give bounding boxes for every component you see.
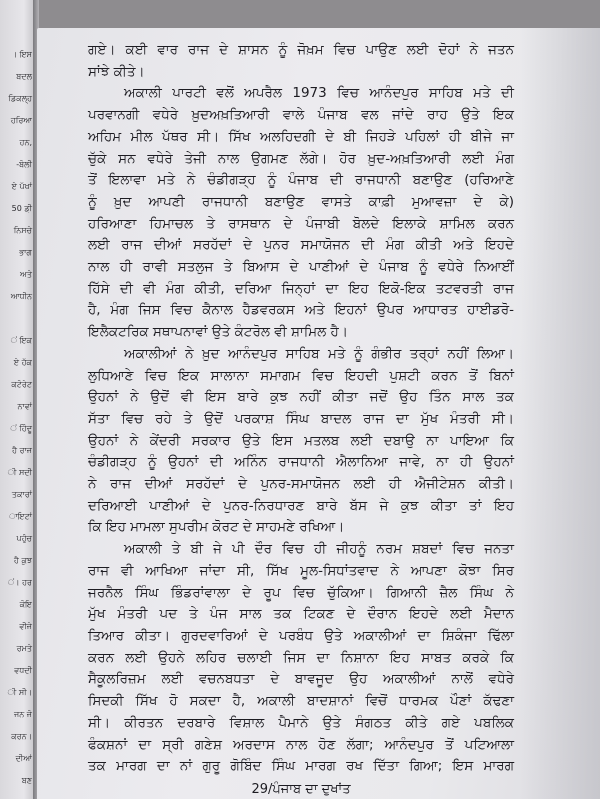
left-page-line-fragment (1, 308, 32, 330)
text-line: ਸੱਤਾ ਵਿਚ ਰਹੇ ਤੇ ਉਦੋਂ ਪਰਕਾਸ਼ ਸਿੰਘ ਬਾਦਲ ਰਾਜ ਦਾ ਮੁੱਖ ਮੰਤਰੀ ਸੀ। (88, 410, 514, 427)
text-line: ਅਕਾਲੀ ਤੇ ਬੀ ਜੇ ਪੀ ਦੌਰ ਵਿਚ ਹੀ ਜੀਹਨੂੰ ਨਰਮ ਸ਼ਬਦਾਂ ਵਿਚ ਜਨਤਾ (124, 541, 514, 558)
left-page-line-fragment: । ਇਸ (11, 50, 32, 59)
left-page-line-fragment: ਨਾਵਾਂ (17, 402, 32, 411)
text-line: ਤਕ ਮਾਰਗ ਦਾ ਨਾਂ ਗੁਰੂ ਗੋਬਿੰਦ ਸਿੰਘ ਮਾਰਗ ਰਖ ਦਿੱਤਾ ਗਿਆ; ਇਸ ਮਾਰਗ (88, 758, 514, 775)
left-page-line-fragment: ਂ। ਹਰ (7, 578, 32, 587)
text-line: ਅਹਿਮ ਮੀਲ ਪੱਥਰ ਸੀ। ਸਿੱਖ ਅਲਹਿਦਗੀ ਦੇ ਬੀ ਜਿਹੜੇ ਪਹਿਲਾਂ ਹੀ ਬੀਜੇ ਜਾ (88, 128, 514, 145)
left-page-line-fragment: ਬਦਲ (16, 72, 32, 81)
text-line: ਹਰਿਆਣਾ ਹਿਮਾਚਲ ਤੇ ਰਾਸਥਾਨ ਦੇ ਪੰਜਾਬੀ ਬੋਲਦੇ ਇਲਾਕੇ ਸ਼ਾਮਿਲ ਕਰਨ (88, 215, 514, 232)
text-line: ਅਕਾਲੀ ਪਾਰਟੀ ਵਲੋਂ ਅਪਰੈਲ 1973 ਵਿਚ ਆਨੰਦਪੁਰ ਸਾਹਿਬ ਮਤੇ ਦੀ (124, 85, 514, 102)
text-line: ਨੂੰ ਖ਼ੁਦ ਆਪਣੀ ਰਾਜਧਾਨੀ ਬਣਾਉਣ ਵਾਸਤੇ ਕਾਫ਼ੀ ਮੁਆਵਜ਼ਾ ਦੇ ਕੇ) (88, 193, 514, 210)
left-page-line-fragment: ਰਮਤੇ (16, 644, 32, 653)
left-page-line-fragment: ਡਿਕਲ੍ਹ (8, 94, 32, 103)
left-page-line-fragment: ਆਧੀਨ (10, 292, 32, 301)
text-line: ਪਰਵਾਨਗੀ ਵਧੇਰੇ ਖ਼ੁਦਅਖ਼ਤਿਆਰੀ ਵਾਲੇ ਪੰਜਾਬ ਵਲ ਜਾਂਦੇ ਰਾਹ ਉਤੇ ਇਕ (88, 107, 514, 124)
left-page-line-fragment: ਭਾਗ (19, 248, 32, 257)
text-line: ਮੁੱਖ ਮੰਤਰੀ ਪਦ ਤੇ ਪੰਜ ਸਾਲ ਤਕ ਟਿਕਣ ਦੇ ਦੌਰਾਨ ਇਹਦੇ ਲਈ ਮੈਦਾਨ (88, 606, 514, 623)
text-line: ਹੈ, ਮੰਗ ਜਿਸ ਵਿਚ ਕੈਨਾਲ ਹੈਡਵਰਕਸ ਅਤੇ ਇਹਨਾਂ ਉਪਰ ਆਧਾਰਤ ਹਾਈਡਰੋ- (88, 302, 514, 319)
left-page-line-fragment: ਨਿਸਚੇ (13, 226, 32, 235)
left-page-text (1, 44, 32, 792)
text-line: ਫੰਕਸ਼ਨਾਂ ਦਾ ਸ੍ਰੀ ਗਣੇਸ਼ ਅਰਦਾਸ ਨਾਲ ਹੋਣ ਲੱਗਾ; ਆਨੰਦਪੁਰ ਤੋਂ ਪਟਿਆਲਾ (88, 736, 514, 753)
text-line: ਸੈਕੂਲਰਿਜ਼ਮ ਲਈ ਵਚਨਬਧਤਾ ਦੇ ਬਾਵਜੂਦ ਉਹ ਅਕਾਲੀਆਂ ਨਾਲੋਂ ਵਧੇਰੇ (88, 671, 514, 688)
text-line: ਗਏ। ਕਈ ਵਾਰ ਰਾਜ ਦੇ ਸ਼ਾਸਨ ਨੂੰ ਜੋਖ਼ਮ ਵਿਚ ਪਾਉਣ ਲਈ ਦੋਹਾਂ ਨੇ ਜਤਨ (88, 42, 514, 58)
left-page-line-fragment: ਹਰਿਆ (10, 116, 32, 125)
left-page-line-fragment: ਵੀਜੇ (19, 622, 32, 631)
left-page-line-fragment: ਾਇਟਾਂ (8, 512, 32, 521)
text-line: ਸੀ। ਕੀਰਤਨ ਦਰਬਾਰੇ ਵਿਸ਼ਾਲ ਪੈਮਾਨੇ ਉਤੇ ਸੰਗਠਤ ਕੀਤੇ ਗਏ ਪਬਲਿਕ (88, 714, 514, 731)
text-line: ਨਾਲ ਹੀ ਰਾਵੀ ਸਤਲੁਜ ਤੇ ਬਿਆਸ ਦੇ ਪਾਣੀਆਂ ਦੇ ਪੰਜਾਬ ਨੂੰ ਵਧੇਰੇ ਨਿਆਈਂ (88, 259, 514, 276)
text-line: ਚੁੱਕੇ ਸਨ ਵਧੇਰੇ ਤੇਜੀ ਨਾਲ ਉਗਮਣ ਲੱਗੇ। ਹੋਰ ਖ਼ੁਦ-ਅਖ਼ਤਿਆਰੀ ਲਈ ਮੰਗ (88, 150, 514, 167)
page-shadow (520, 28, 600, 799)
text-line: ਨੇ ਰਾਜ ਦੀਆਂ ਸਰਹੱਦਾਂ ਦੇ ਪੁਨਰ-ਸਮਾਯੋਜਨ ਲਈ ਹੀ ਐਜੀਟੇਸ਼ਨ ਕੀਤੀ। (88, 476, 514, 493)
text-line: ਦਰਿਆਈ ਪਾਣੀਆਂ ਦੇ ਪੁਨਰ-ਨਿਰਧਾਰਣ ਬਾਰੇ ਬੱਸ ਜੇ ਕੁਝ ਕੀਤਾ ਤਾਂ ਇਹ (88, 497, 514, 514)
left-page-line-fragment: -ਬੋਲੀ (16, 160, 32, 169)
text-line: ਇਲੈਕਟਰਿਕ ਸਥਾਪਨਾਵਾਂ ਉਤੇ ਕੰਟਰੋਲ ਵੀ ਸ਼ਾਮਿਲ ਹੈ। (88, 324, 348, 341)
right-page (37, 28, 600, 799)
left-page-line-fragment: ਬਣ (21, 776, 32, 785)
left-page-line-fragment: ਜਨ ਜੋ (14, 710, 32, 719)
text-line: ਤਿਆਰ ਕੀਤਾ। ਗੁਰਦਵਾਰਿਆਂ ਦੇ ਪਰਬੰਧ ਉਤੇ ਅਕਾਲੀਆਂ ਦਾ ਸ਼ਿਕੰਜਾ ਢਿੱਲਾ (88, 627, 514, 644)
page-body-text (88, 28, 514, 797)
text-line: ਅਕਾਲੀਆਂ ਨੇ ਖ਼ੁਦ ਆਨੰਦਪੁਰ ਸਾਹਿਬ ਮਤੇ ਨੂੰ ਗੰਭੀਰ ਤਰ੍ਹਾਂ ਨਹੀਂ ਲਿਆ। (124, 345, 514, 362)
text-line: ਉਹਨਾਂ ਨੇ ਉਦੋਂ ਵੀ ਇਸ ਬਾਰੇ ਕੁਝ ਨਹੀਂ ਕੀਤਾ ਜਦੋਂ ਉਹ ਤਿੰਨ ਸਾਲ ਤਕ (88, 389, 514, 406)
text-line: ਸਿਦਕੀ ਸਿੱਖ ਹੋ ਸਕਦਾ ਹੈ, ਅਕਾਲੀ ਬਾਦਸ਼ਾਨਾਂ ਵਿਚੋਂ ਧਾਰਮਕ ਪੌਣਾਂ ਕੱਢਣਾ (88, 693, 514, 710)
left-page-line-fragment: ਪਹੁੰਚ (16, 534, 32, 543)
left-page-line-fragment: ਵਧਦੀ (14, 666, 32, 675)
text-line: ਚੰਡੀਗੜ੍ਹ ਨੂੰ ਉਹਨਾਂ ਦੀ ਅਨਿੰਨ ਰਾਜਧਾਨੀ ਐਲਾਨਿਆ ਜਾਵੇ, ਨਾ ਹੀ ਉਹਨਾਂ (88, 454, 514, 471)
left-page-line-fragment: ੀ ਸੀ। (7, 688, 32, 697)
left-page-line-fragment: ਅਤੇ (20, 270, 32, 279)
text-line: ਲਈ ਰਾਜ ਦੀਆਂ ਸਰਹੱਦਾਂ ਦੇ ਪੁਨਰ ਸਮਾਯੋਜਨ ਦੀ ਮੰਗ ਕੀਤੀ ਅਤੇ ਇਹਦੇ (88, 237, 514, 254)
text-line: ਲੁਧਿਆਣੇ ਵਿਚ ਇਕ ਸਾਲਾਨਾ ਸਮਾਗਮ ਵਿਚ ਇਹਦੀ ਪੁਸ਼ਟੀ ਕਰਨ ਤੋਂ ਬਿਨਾਂ (88, 367, 514, 384)
left-page-line-fragment: ਂ ਹਿੰਦੂ (10, 424, 32, 433)
left-page-line-fragment: ਏ ਪੱਖਾਂ (11, 182, 32, 191)
text-line: ਕਿ ਇਹ ਮਾਮਲਾ ਸੁਪਰੀਮ ਕੋਰਟ ਦੇ ਸਾਹਮਣੇ ਰਖਿਆ। (88, 519, 345, 536)
left-page (0, 0, 34, 799)
left-page-line-fragment: ਹਨ, (19, 138, 32, 147)
text-line: ਰਾਜ ਵੀ ਆਖਿਆ ਜਾਂਦਾ ਸੀ, ਸਿੱਖ ਮੂਲ-ਸਿਧਾਂਤਵਾਦ ਨੇ ਆਪਣਾ ਕੋਝਾ ਸਿਰ (88, 562, 514, 579)
page-footer: 29/ਪੰਜਾਬ ਦਾ ਦੁਖਾਂਤ (251, 781, 351, 797)
left-page-line-fragment: ਤਕਾਰਾਂ (11, 490, 32, 499)
left-page-line-fragment: ੀ ਸਦੀ (7, 468, 32, 477)
left-page-line-fragment: ਕੋਇ (19, 600, 32, 609)
left-page-line-fragment: ਏ ਹੱਕ (13, 358, 32, 367)
text-line: ਹਿੱਸੇ ਦੀ ਵੀ ਮੰਗ ਕੀਤੀ, ਦਰਿਆ ਜਿਨ੍ਹਾਂ ਦਾ ਇਹ ਇਕੋ-ਇਕ ਤਟਵਰਤੀ ਰਾਜ (88, 280, 514, 297)
left-page-line-fragment: ਕਟੋਰੇਟ (11, 380, 32, 389)
left-page-line-fragment: 50 ਡ਼ੀ (11, 204, 32, 213)
left-page-line-fragment: ਦੀਆਂ (15, 754, 32, 763)
text-line: ਜਰਨੈਲ ਸਿੰਘ ਭਿੰਡਰਾਂਵਾਲਾ ਦੇ ਰੂਪ ਵਿਚ ਚੁੱਕਿਆ। ਗਿਆਨੀ ਜ਼ੈਲ ਸਿੰਘ ਨੇ (88, 584, 514, 601)
left-page-line-fragment: ਹੈ ਕੁਝ (14, 556, 32, 565)
left-page-line-fragment: ਕਰਨ। (11, 732, 32, 741)
text-line: ਕਰਨ ਲਈ ਉਹਨੇ ਲਹਿਰ ਚਲਾਈ ਜਿਸ ਦਾ ਨਿਸ਼ਾਨਾ ਇਹ ਸਾਬਤ ਕਰਕੇ ਕਿ (88, 649, 514, 666)
text-line: ਤੋਂ ਇਲਾਵਾ ਮਤੇ ਨੇ ਚੰਡੀਗੜ੍ਹ ਨੂੰ ਪੰਜਾਬ ਦੀ ਰਾਜਧਾਨੀ ਬਣਾਉਣ (ਹਰਿਆਣੇ (88, 172, 514, 189)
text-line: ਸਾਂਝੇ ਕੀਤੇ। (88, 63, 145, 80)
text-line: ਉਹਨਾਂ ਨੇ ਕੇਂਦਰੀ ਸਰਕਾਰ ਉਤੇ ਇਸ ਮਤਲਬ ਲਈ ਦਬਾਉ ਨਾ ਪਾਇਆ ਕਿ (88, 432, 514, 449)
left-page-line-fragment: ਹੈ ਰਾਜ (12, 446, 32, 455)
left-page-line-fragment: ਂ ਇਕ (10, 336, 32, 345)
